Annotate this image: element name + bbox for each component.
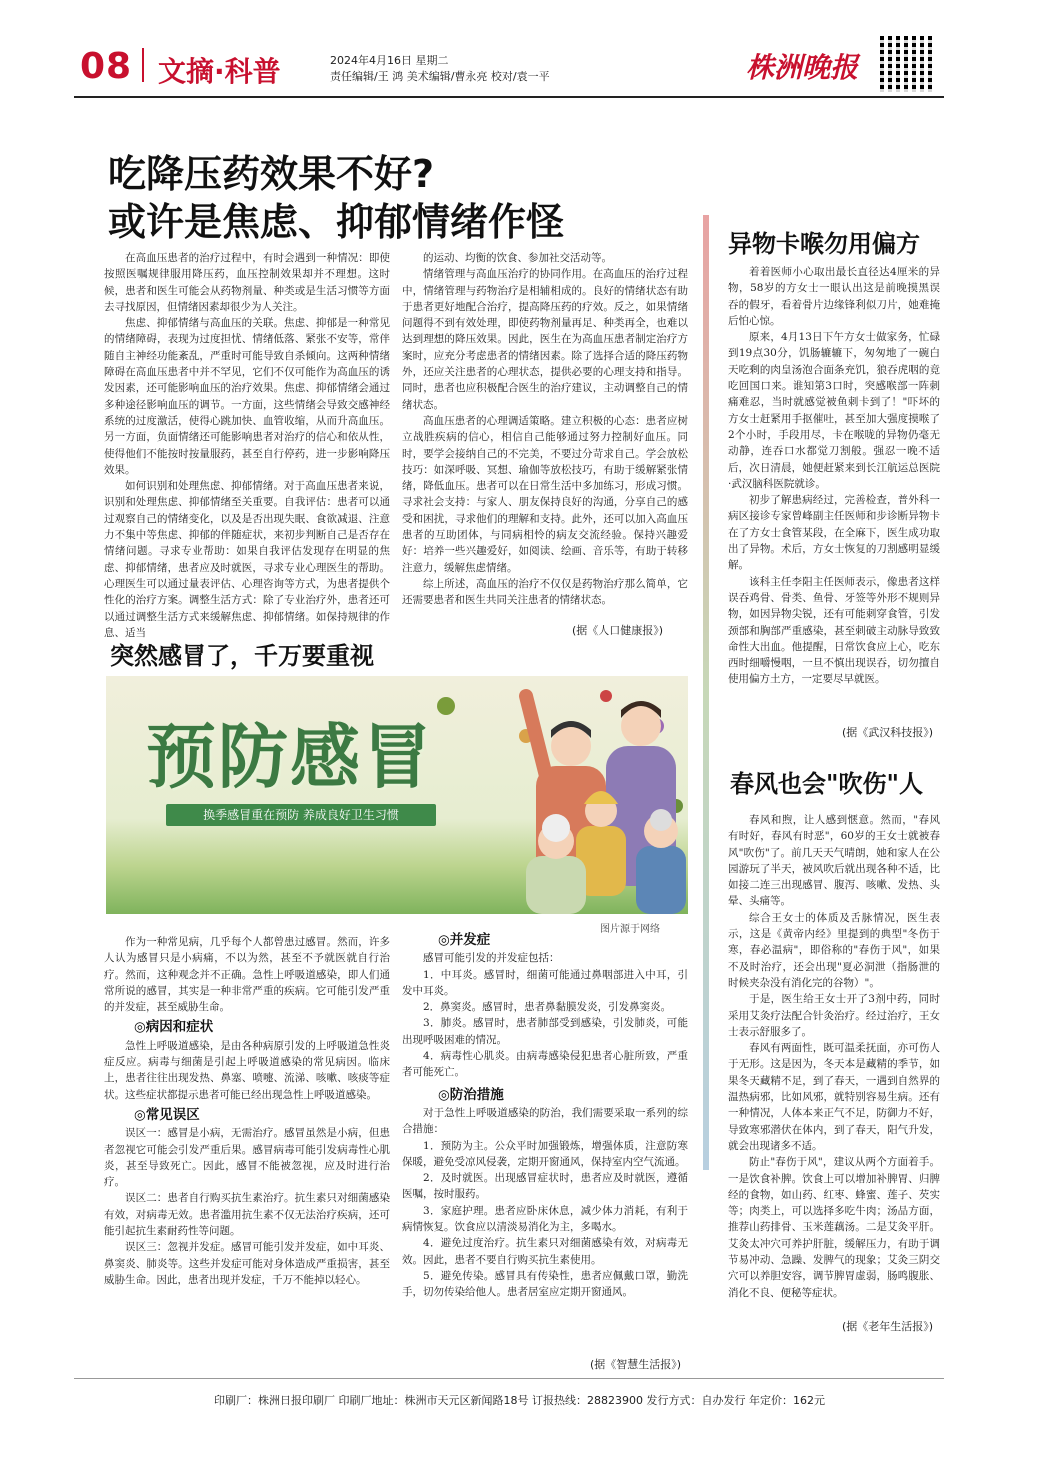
article2-source: (据《智慧生活报》)	[590, 1358, 682, 1371]
paragraph: 对于急性上呼吸道感染的防治，我们需要采取一系列的综合措施：	[402, 1106, 688, 1136]
paragraph: 春风有两面性，既可温柔抚面，亦可伤人于无形。这是因为，冬天本是藏精的季节，如果冬天藏精不足，到了春天，一遇到自然界的温热病邪，比如风邪，就特别容易生病。还有一种情况，人体本来正气不足，防御力不好，导致寒邪潜伏在体内，到了春天，阳气升发，就会出现诸多不适。	[728, 1042, 940, 1152]
masthead-divider	[142, 48, 144, 82]
banner-subtitle: 换季感冒重在预防 养成良好卫生习惯	[166, 804, 436, 826]
article4-source: (据《老年生活报》)	[842, 1320, 934, 1333]
footer-rule	[74, 1378, 944, 1379]
paragraph: 于是，医生给王女士开了3剂中药，同时采用艾灸疗法配合针灸治疗。经过治疗，王女士表示舒服多了。	[728, 993, 940, 1038]
paragraph: 防止"春伤于风"，建议从两个方面着手。一是饮食补脾。饮食上可以增加补脾胃、归脾经的食物，如山药、红枣、蜂蜜、莲子、芡实等；肉类上，可以选择多吃牛肉；汤品方面，推荐山药排骨、玉米莲藕汤。二是艾灸平肝。艾灸太冲穴可养护肝脏，缓解压力，有助于调节易冲动、急躁、发脾气的现象；艾灸三阴交穴可以养胆安容，调节脾胃虚弱，肠鸣腹胀、消化不良、便秘等症状。	[728, 1156, 940, 1299]
article3-source: (据《武汉科技报》)	[842, 726, 934, 739]
article3-title: 异物卡喉勿用偏方	[728, 229, 920, 258]
newspaper-logo: 株洲晚报	[746, 51, 859, 84]
paragraph: 误区一：感冒是小病，无需治疗。感冒虽然是小病，但患者忽视它可能会引发严重后果。感冒病毒可能引发病毒性心肌炎，甚至导致死亡。因此，感冒不能被忽视，应及时进行治疗。	[104, 1127, 390, 1189]
paragraph: 该科主任李阳主任医师表示，像患者这样误吞鸡骨、骨类、鱼骨、牙签等外形不规则异物，如因异物尖锐，还有可能刺穿食管，引发颈部和胸部严重感染，甚至刺破主动脉导致致命性大出血。他提醒，日常饮食应上心，吃东西时细嚼慢咽，一旦不慎出现误吞，切勿擅自使用偏方土方，一定要尽早就医。	[728, 575, 940, 686]
heading-cause: ◎病因和症状	[134, 1019, 214, 1036]
paragraph: 综合王女士的体质及舌脉情况，医生表示，这是《黄帝内经》里提到的典型"冬伤于寒，春必温病"，即俗称的"春伤于风"，如果不及时治疗，还会出现"夏必洞泄（指肠泄的时候夹杂没有消化完的谷物）"。	[728, 911, 940, 989]
article4-title: 春风也会"吹伤"人	[730, 769, 924, 798]
paragraph: 1．预防为主。公众平时加强锻炼，增强体质，注意防寒保暖，避免受凉风侵袭，定期开窗通风，保持室内空气流通。	[402, 1139, 688, 1168]
paragraph: 5．避免传染。感冒具有传染性，患者应佩戴口罩，勤洗手，切勿传染给他人。患者居室应定期开窗通风。	[402, 1269, 688, 1299]
article1-title	[108, 150, 564, 246]
paragraph: 误区三：忽视并发症。感冒可能引发并发症，如中耳炎、鼻窦炎、肺炎等。这些并发症可能对身体造成严重损害，甚至威胁生命。因此，患者出现并发症，千万不能掉以轻心。	[104, 1241, 390, 1286]
heading-myth: ◎常见误区	[134, 1106, 200, 1123]
heading-prevent: ◎防治措施	[438, 1086, 504, 1103]
article4-body	[728, 812, 940, 1312]
editor-credits: 责任编辑/王 鸿 美术编辑/曹永亮 校对/袁一平	[330, 70, 550, 83]
family-illustration	[406, 676, 688, 914]
article2-column-b	[402, 932, 688, 1301]
article1-title-line1: 吃降压药效果不好?	[108, 152, 435, 196]
paragraph: 1．中耳炎。感冒时，细菌可能通过鼻咽部进入中耳，引发中耳炎。	[402, 968, 688, 997]
photo-credit: 图片源于网络	[600, 924, 660, 935]
paragraph: 急性上呼吸道感染，是由各种病原引发的上呼吸道急性炎症反应。病毒与细菌是引起上呼吸道感染的常见病因。临床上，患者往往出现发热、鼻塞、喷嚏、流涕、咳嗽、咳痰等症状。这些症状都提示患者可能已经出现急性上呼吸道感染。	[104, 1039, 390, 1101]
paragraph: 4．病毒性心肌炎。由病毒感染侵犯患者心脏所致，严重者可能死亡。	[402, 1050, 688, 1079]
paragraph: 高血压患者的心理调适策略。建立积极的心态：患者应树立战胜疾病的信心，相信自己能够通过努力控制好血压。同时，要学会接纳自己的不完美，不要过分苛求自己。学会放松技巧：如深呼吸、冥想、瑜伽等放松技巧，有助于缓解紧张情绪，降低血压。患者可以在日常生活中多加练习，形成习惯。寻求社会支持：与家人、朋友保持良好的沟通，分享自己的感受和困扰，寻求他们的理解和支持。此外，还可以加入高血压患者的互助团体，与同病相怜的病友交流经验。保持兴趣爱好：培养一些兴趣爱好，如阅读、绘画、音乐等，有助于转移注意力，缓解焦虑情绪。	[402, 414, 688, 574]
paragraph: 3．肺炎。感冒时，患者肺部受到感染，引发肺炎，可能出现呼吸困难的情况。	[402, 1017, 688, 1046]
section-title: 文摘·科普	[158, 55, 281, 88]
paragraph: 误区二：患者自行购买抗生素治疗。抗生素只对细菌感染有效，对病毒无效。患者滥用抗生素不仅无法治疗疾病，还可能引起抗生素耐药性等问题。	[104, 1192, 390, 1238]
paragraph: 如何识别和处理焦虑、抑郁情绪。对于高血压患者来说，识别和处理焦虑、抑郁情绪至关重要。自我评估：患者可以通过观察自己的情绪变化，以及是否出现失眠、食欲减退、注意力不集中等焦虑、抑郁的伴随症状，来初步判断自己是否存在情绪问题。寻求专业帮助：如果自我评估发现存在明显的焦虑、抑郁情绪，患者应及时就医，寻求专业心理医生的帮助。心理医生可以通过量表评估、心理咨询等方式，为患者提供个性化的治疗方案。调整生活方式：除了专业治疗外，患者还可以通过调整生活方式来缓解焦虑、抑郁情绪。如保持规律的作息、适当	[104, 480, 390, 639]
paragraph: 2．鼻窦炎。感冒时，患者鼻黏膜发炎，引发鼻窦炎。	[423, 1001, 672, 1014]
paragraph: 在高血压患者的治疗过程中，有时会遇到一种情况：即使按照医嘱规律服用降压药，血压控制效果却并不理想。这时候，患者和医生可能会从药物剂量、种类或是生活习惯等方面去寻找原因，但情绪因素却很少为人关注。	[104, 252, 390, 313]
paragraph: 2．及时就医。出现感冒症状时，患者应及时就医，遵循医嘱，按时服药。	[402, 1172, 688, 1201]
banner-title: 预防感冒	[146, 715, 434, 798]
qr-code-icon[interactable]	[880, 36, 936, 92]
footer-info: 印刷厂：株洲日报印刷厂 印刷厂地址：株洲市天元区新闻路18号 订报热线：28823900 发行方式：自办发行 年定价：162元	[214, 1394, 825, 1407]
issue-date: 2024年4月16日 星期二	[330, 54, 449, 67]
paragraph: 3．家庭护理。患者应卧床休息，减少体力消耗，有利于病情恢复。饮食应以清淡易消化为主，多喝水。	[402, 1204, 688, 1234]
paragraph: 的运动、均衡的饮食、参加社交活动等。	[423, 252, 612, 264]
paragraph: 原来，4月13日下午方女士做家务，忙碌到19点30分，饥肠辘辘下，匆匆地了一碗白天吃剩的肉皇汤泡合面条充饥，狼吞虎咽的竟吃回国口来。谁知第3口时，突感喉部一阵刺痛难忍，当时就感觉被鱼刺卡到了！"吓坏的方女士赶紧用手抠催吐，甚至加大强度摸喉了2个小时，手段用尽，卡在喉咙的异物仍毫无动静，连吞口水都觉刀割般。强忍一晚不适后，次日清晨，她便赶紧来到长江航运总医院·武汉脑科医院就诊。	[728, 331, 940, 490]
cold-prevention-banner	[106, 676, 688, 914]
article3-body	[728, 264, 940, 714]
page-number: 08	[80, 46, 133, 87]
column-divider	[703, 215, 709, 1170]
paragraph: 春风和煦，让人感到惬意。然而，"春风有时好，春风有时恶"，60岁的王女士就被春风"吹伤"了。前几天天气晴朗，她和家人在公园游玩了半天，被风吹后就出现各种不适，比如接二连三出现感冒、腹泻、咳嗽、发热、头晕、头痛等。	[728, 814, 940, 908]
article1-column-b	[402, 250, 688, 610]
article2-title: 突然感冒了，千万要重视	[110, 641, 374, 670]
article2-column-a	[104, 934, 390, 1288]
paragraph: 初步了解患病经过，完善检查，普外科一病区接诊专家曾峰副主任医师和步诊断异物卡在了方女士食管某段，在全麻下，医生成功取出了异物。术后，方女士恢复的刀割感明显缓解。	[728, 494, 940, 572]
paragraph: 着着医师小心取出最长直径达4厘米的异物，58岁的方女士一眼认出这是前晚摸黑误吞的假牙，看着骨片边缘锋利似刀片，她难掩后怕心惊。	[728, 266, 940, 327]
paragraph: 感冒可能引发的并发症包括：	[423, 952, 560, 965]
intro-paragraph: 作为一种常见病，几乎每个人都曾患过感冒。然而，许多人认为感冒只是小病痛，不以为然，甚至不予就医就自行治疗。然而，这种观念并不正确。急性上呼吸道感染，即人们通常所说的感冒，其实是一种非常严重的疾病。它可能引发严重的并发症，甚至威胁生命。	[104, 936, 390, 1014]
paragraph: 4．避免过度治疗。抗生素只对细菌感染有效，对病毒无效。因此，患者不要自行购买抗生素使用。	[402, 1237, 688, 1266]
article1-title-line2: 或许是焦虑、抑郁情绪作怪	[108, 200, 565, 244]
heading-complication: ◎并发症	[438, 932, 491, 948]
article1-column-a	[104, 250, 390, 639]
paragraph: 情绪管理与高血压治疗的协同作用。在高血压的治疗过程中，情绪管理与药物治疗是相辅相成的。良好的情绪状态有助于患者更好地配合治疗，提高降压药的疗效。反之，如果情绪问题得不到有效处理，即使药物剂量再足、种类再全，也难以达到理想的降压效果。因此，医生在为高血压患者制定治疗方案时，应充分考虑患者的情绪因素。除了选择合适的降压药物外，还应关注患者的心理状态，提供必要的心理支持和指导。同时，患者也应积极配合医生的治疗建议，主动调整自己的情绪状态。	[402, 268, 688, 411]
top-rule	[74, 96, 944, 98]
article1-source: (据《人口健康报》)	[572, 624, 664, 637]
paragraph: 焦虑、抑郁情绪与高血压的关联。焦虑、抑郁是一种常见的情绪障碍，表现为过度担忧、情绪低落、紧张不安等，常伴随自主神经功能紊乱，严重时可能导致自杀倾向。这两种情绪障碍在高血压患者中并不罕见，它们不仅可能作为高血压的诱发因素，还可能影响血压的治疗效果。焦虑、抑郁情绪会通过多种途径影响血压的调节。一方面，这些情绪会导致交感神经系统的过度激活，使得心跳加快、血管收缩，从而升高血压。另一方面，负面情绪还可能影响患者对治疗的信心和依从性，使得他们不能按时按量服药，甚至自行停药，进一步影响降压效果。	[104, 317, 390, 476]
paragraph: 综上所述，高血压的治疗不仅仅是药物治疗那么简单，它还需要患者和医生共同关注患者的情绪状态。	[402, 577, 688, 607]
